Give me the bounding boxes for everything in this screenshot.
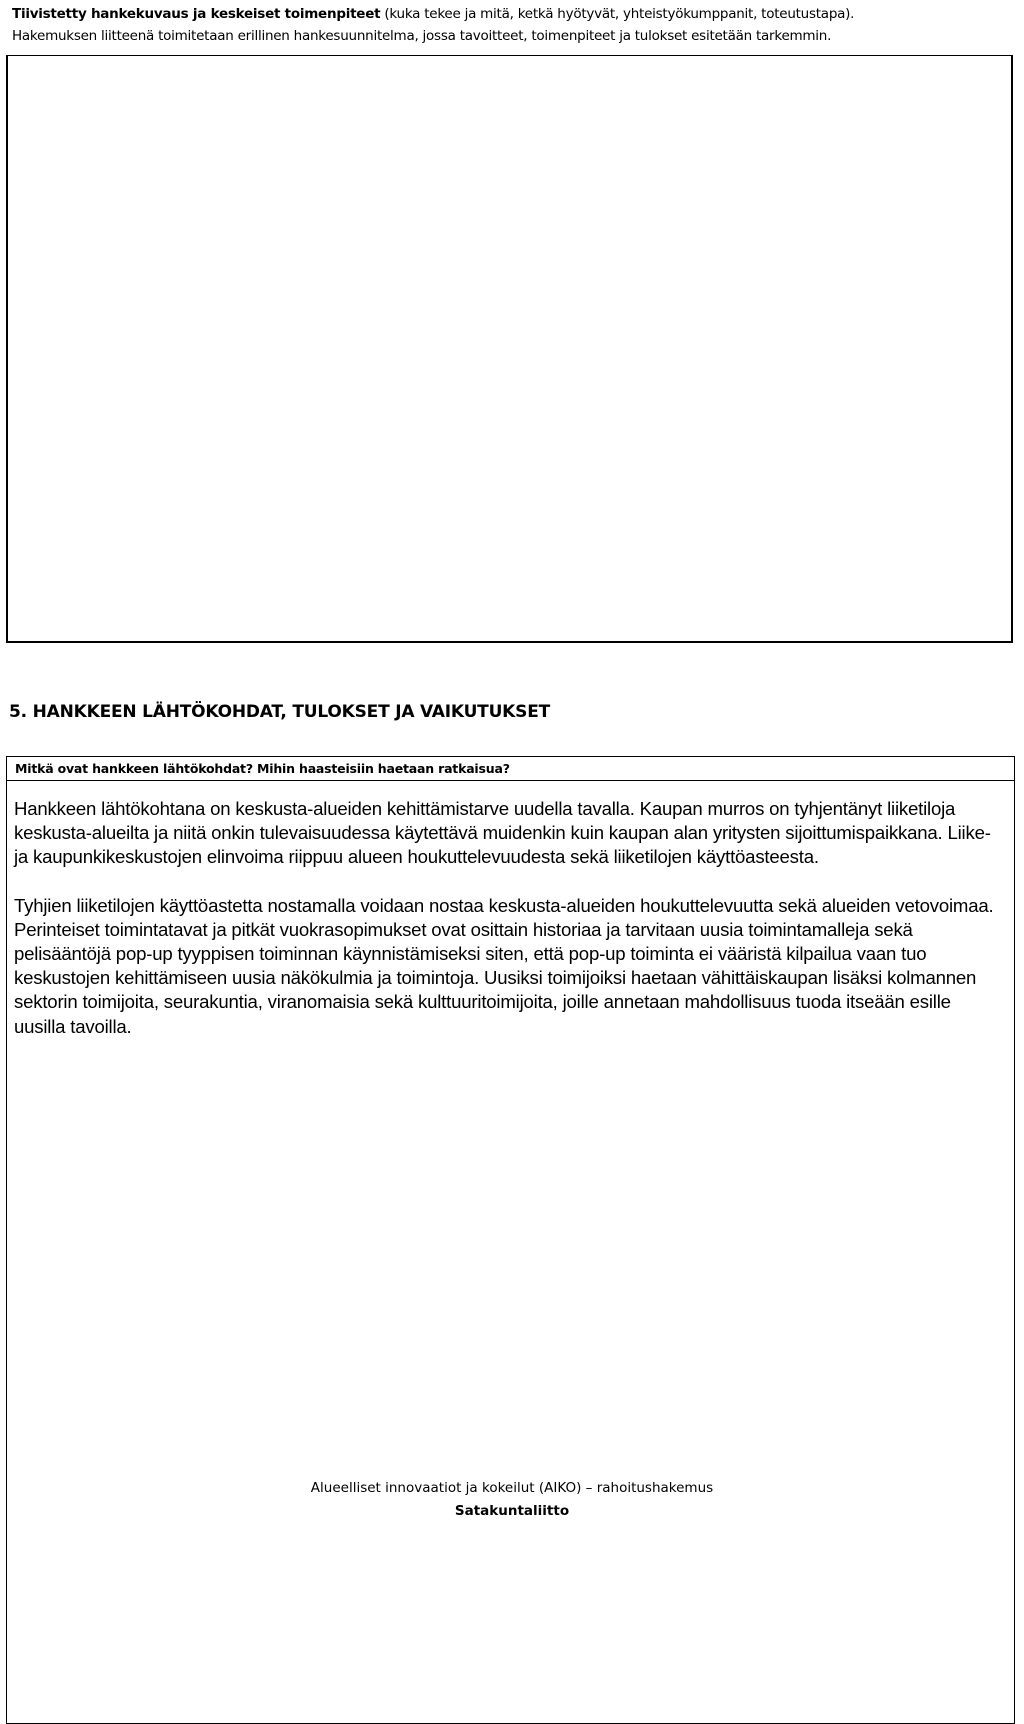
section-5-heading: 5. HANKKEEN LÄHTÖKOHDAT, TULOKSET JA VAIKUTUKSET [9, 702, 550, 722]
starting-points-answer [7, 781, 1014, 1039]
footer-form-title: Alueelliset innovaatiot ja kokeilut (AIKO) – rahoitushakemus [310, 1480, 714, 1496]
instruction-detail: (kuka tekee ja mitä, ketkä hyötyvät, yhteistyökumppanit, toteutustapa). [380, 6, 855, 22]
page-footer [0, 1477, 1024, 1523]
answer-paragraph-1: Hankkeen lähtökohtana on keskusta-alueiden kehittämistarve uudella tavalla. Kaupan murros on tyhjentänyt liiketiloja keskusta-alueilta ja niitä onkin tulevaisuudessa käytettävä muidenkin kuin kaupan alan yritysten sijoittumispaikkana. Liike- ja kaupunkikeskustojen elinvoima riippuu alueen houkuttelevuudesta sekä liiketilojen käyttöasteesta. [14, 798, 991, 868]
project-summary-instructions [12, 3, 1017, 47]
answer-paragraph-2: Tyhjien liiketilojen käyttöastetta nostamalla voidaan nostaa keskusta-alueiden houkuttelevuutta sekä alueiden vetovoimaa. Perinteiset toimintatavat ja pitkät vuokrasopimukset ovat osittain historiaa ja tarvitaan uusia toimintamalleja sekä pelisääntöjä pop-up tyyppisen toiminnan käynnistämiseksi siten, että pop-up toiminta ei vääristä kilpailua vaan tuo keskustojen kehittämiseen uusia näkökulmia ja toimintoja. Uusiksi toimijoiksi haetaan vähittäiskaupan lisäksi kolmannen sektorin toimijoita, seurakuntia, viranomaisia sekä kulttuuritoimijoita, joille annetaan mahdollisuus tuoda itseään esille uusilla tavoilla. [14, 894, 994, 1037]
starting-points-question: Mitkä ovat hankkeen lähtökohdat? Mihin haasteisiin haetaan ratkaisua? [7, 757, 1014, 781]
instruction-line-1 [12, 3, 1017, 25]
instruction-line-2: Hakemuksen liitteenä toimitetaan erillinen hankesuunnitelma, jossa tavoitteet, toimenpiteet ja tulokset esitetään tarkemmin. [12, 28, 832, 44]
instruction-bold-lead: Tiivistetty hankekuvaus ja keskeiset toimenpiteet [12, 6, 381, 22]
project-summary-answer-box [6, 55, 1013, 643]
starting-points-answer-box [6, 756, 1015, 1724]
footer-organization: Satakuntaliitto [454, 1503, 570, 1519]
